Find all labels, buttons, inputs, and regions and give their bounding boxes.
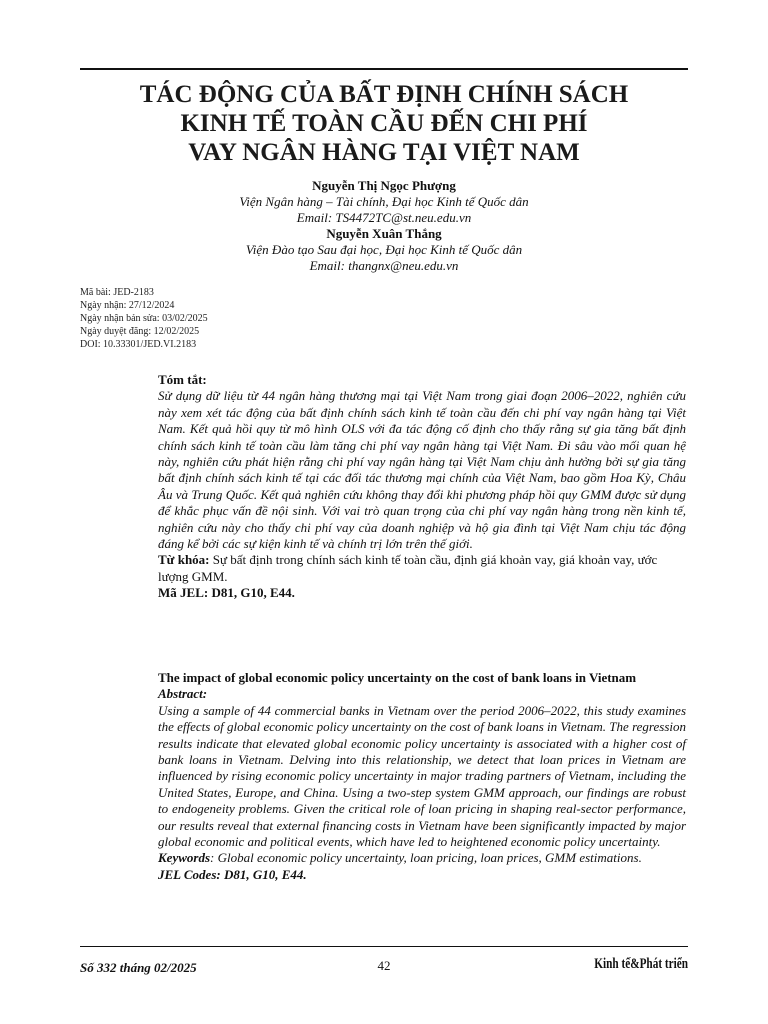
meta-line: DOI: 10.33301/JED.VI.2183 bbox=[80, 339, 197, 350]
abstract-body: Sử dụng dữ liệu từ 44 ngân hàng thương mại tại Việt Nam trong giai đoạn 2006–2022, nghiên cứu này xem xét tác động của bất định chính sách kinh tế toàn cầu đến chi phí vay ngân hàng tại Việt Nam. Kết quả hồi quy từ mô hình OLS với đa tác động cố định cho thấy rằng sự gia tăng bất định chính sách kinh tế toàn cầu làm tăng chi phí vay ngân hàng tại Việt Nam. Đi sâu vào mối quan hệ này, nghiên cứu phát hiện rằng chi phí vay ngân hàng tại Việt Nam chịu ảnh hưởng bởi sự gia tăng bất định chính sách kinh tế tại các đối tác thương mại chính của Việt Nam, bao gồm Hoa Kỳ, Châu Âu và Trung Quốc. Kết quả nghiên cứu không thay đổi khi phương pháp hồi quy GMM được sử dụng để khắc phục vấn đề nội sinh. Với vai trò quan trọng của chi phí vay ngân hàng trong nền kinh tế, nghiên cứu này cho thấy chi phí vay của doanh nghiệp và hộ gia đình tại Việt Nam chịu tác động đáng kể bởi các sự kiện kinh tế và chính trị lớn trên thế giới. bbox=[158, 388, 686, 552]
author-name: Nguyễn Xuân Thắng bbox=[326, 226, 442, 241]
abstract-heading: Tóm tắt: bbox=[158, 372, 207, 387]
author-affiliation: Viện Ngân hàng – Tài chính, Đại học Kinh tế Quốc dân bbox=[239, 194, 529, 209]
bottom-rule bbox=[80, 946, 688, 947]
english-title: The impact of global economic policy uncertainty on the cost of bank loans in Vietnam bbox=[158, 670, 637, 685]
author-block bbox=[80, 178, 688, 274]
jel-text: : D81, G10, E44. bbox=[203, 585, 295, 601]
keywords bbox=[158, 850, 686, 866]
author-affiliation: Viện Đào tạo Sau đại học, Đại học Kinh tế Quốc dân bbox=[245, 242, 523, 257]
keywords-label: Keywords bbox=[158, 850, 210, 866]
title-line: KINH TẾ TOÀN CẦU ĐẾN CHI PHÍ bbox=[180, 110, 588, 137]
jel-label: JEL Codes bbox=[158, 866, 217, 882]
page-number: 42 bbox=[377, 958, 391, 973]
abstract-english bbox=[158, 670, 686, 883]
meta-line: Ngày nhận: 27/12/2024 bbox=[80, 300, 175, 311]
jel-label: Mã JEL bbox=[158, 585, 204, 601]
abstract-heading: Abstract: bbox=[158, 686, 208, 702]
title-line: VAY NGÂN HÀNG TẠI VIỆT NAM bbox=[188, 139, 580, 166]
journal-brand: Kinh tế&Phát triển bbox=[594, 956, 688, 972]
jel-codes bbox=[158, 867, 686, 883]
top-rule bbox=[80, 68, 688, 70]
abstract-vietnamese bbox=[158, 372, 686, 602]
author-email: Email: thangnx@neu.edu.vn bbox=[309, 258, 459, 273]
title-line: TÁC ĐỘNG CỦA BẤT ĐỊNH CHÍNH SÁCH bbox=[139, 81, 629, 108]
author-email: Email: TS4472TC@st.neu.edu.vn bbox=[296, 210, 472, 225]
jel-text: : D81, G10, E44. bbox=[216, 866, 307, 882]
jel-codes bbox=[158, 585, 686, 601]
keywords-label: Từ khóa: bbox=[158, 552, 210, 568]
author-name: Nguyễn Thị Ngọc Phượng bbox=[312, 178, 456, 193]
keywords-text: Sự bất định trong chính sách kinh tế toàn cầu, định giá khoản vay, giá khoản vay, ước lượng GMM. bbox=[158, 552, 658, 584]
meta-line: Mã bài: JED-2183 bbox=[80, 287, 154, 298]
meta-line: Ngày nhận bản sửa: 03/02/2025 bbox=[80, 313, 208, 324]
article-meta bbox=[80, 286, 208, 351]
abstract-body: Using a sample of 44 commercial banks in Vietnam over the period 2006–2022, this study examines the effects of global economic policy uncertainty on the cost of bank loans in Vietnam. The regression results indicate that elevated global economic policy uncertainty is associated with a higher cost of bank loans in Vietnam. Delving into this relationship, we detect that loan prices in Vietnam are influenced by rising economic policy uncertainty in major trading partners of Vietnam, including the United States, Europe, and China. Using a two-step system GMM approach, our findings are robust to endogeneity problems. Given the critical role of loan pricing in shaping real-sector performance, our results reveal that external financing costs in Vietnam have been significantly impacted by major global economic and political events, which have led to heightened economic policy uncertainty. bbox=[158, 702, 686, 850]
meta-line: Ngày duyệt đăng: 12/02/2025 bbox=[80, 326, 200, 337]
keywords-text: : Global economic policy uncertainty, loan pricing, loan prices, GMM estimations. bbox=[210, 850, 642, 866]
issue-label: Số 332 tháng 02/2025 bbox=[80, 960, 197, 975]
keywords bbox=[158, 552, 686, 585]
paper-title bbox=[80, 80, 688, 167]
